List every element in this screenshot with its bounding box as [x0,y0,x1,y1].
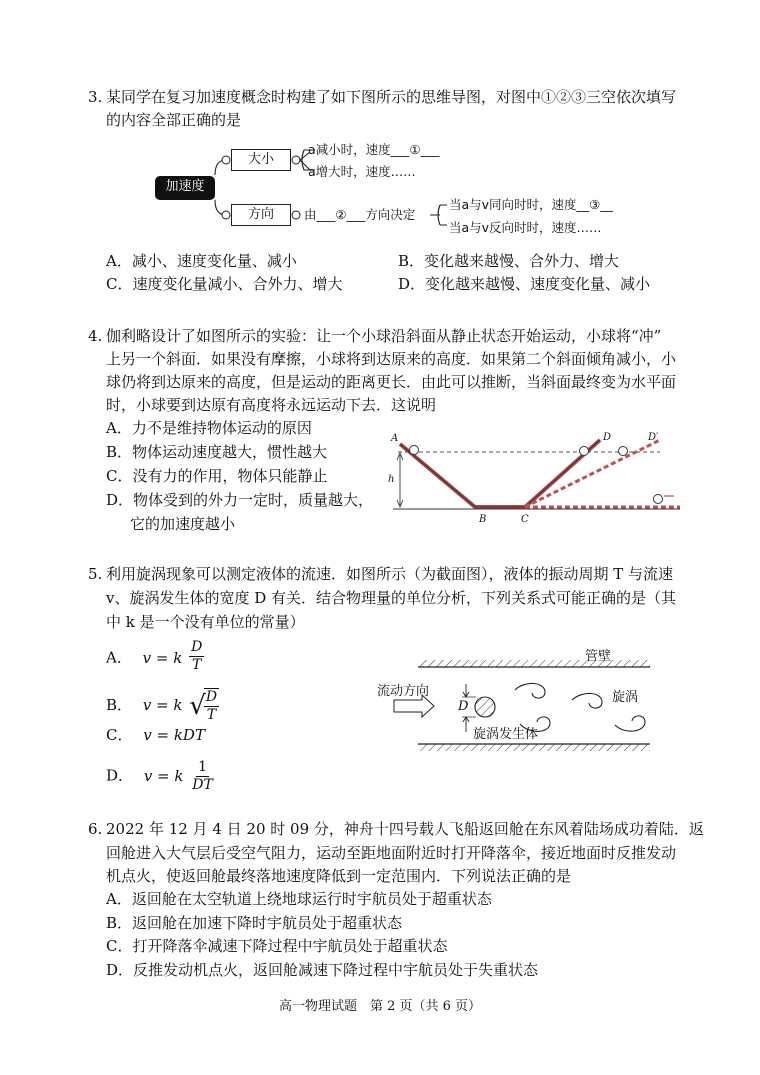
label-C: C [521,514,529,525]
mindmap-direction-branch1: 当a与v同向时时，速度__③__ [449,197,613,212]
q5-stem-line3: 中 k 是一个没有单位的常量） [106,613,305,631]
q4-stem-line2: 上另一个斜面．如果没有摩擦，小球将到达原来的高度．如果第二个斜面倾角减小，小 [106,350,677,368]
q4-option-b: B．物体运动速度越大，惯性越大 [106,443,328,461]
q5-option-b-numerator: D [205,689,218,705]
q5-stem-line2: v、旋涡发生体的宽度 D 有关．结合物理量的单位分析，下列关系式可能正确的是（其 [106,589,677,607]
q3-number: 3. [88,88,103,106]
q6-option-b: B．返回舱在加速下降时宇航员处于超重状态 [106,914,403,932]
mindmap-size-node: 大小 [231,149,291,171]
q3-option-c: C．速度变化量减小、合外力、增大 [106,275,343,293]
q6-option-d: D．反推发动机点火，返回舱减速下降过程中宇航员处于失重状态 [106,961,539,979]
q5-option-a-denominator: T [192,657,202,673]
q5-option-a-label: A． [106,648,132,667]
q5-option-c-label: C． [106,726,133,744]
label-vortex-generator: 旋涡发生体 [473,727,539,742]
q6-stem-line1: 2022 年 12 月 4 日 20 时 09 分，神舟十四号载人飞船返回舱在东风着陆场成功着陆．返 [106,820,704,838]
q5-option-d-denominator: DT [192,777,213,793]
q5-stem-line1: 利用旋涡现象可以测定液体的流速．如图所示（为截面图），液体的振动周期 T 与流速 [106,565,674,583]
q6-option-a: A．返回舱在太空轨道上绕地球运行时宇航员处于超重状态 [106,890,492,908]
label-pipe-wall: 管壁 [585,649,612,664]
q6-stem-line3: 机点火，使返回舱最终落地速度降低到一定范围内．下列说法正确的是 [106,867,572,885]
mindmap-direction-text: 由___②___方向决定 [304,207,416,222]
q3-option-b: B．变化越来越慢、合外力、增大 [398,252,620,270]
q3-stem-line2: 的内容全部正确的是 [106,111,242,129]
q5-option-d-lhs: v = k [143,766,184,785]
q5-option-a-numerator: D [191,639,203,655]
q5-option-a-lhs: v = k [142,648,183,667]
mindmap-direction-node: 方向 [231,204,291,226]
label-A: A [391,433,399,444]
q4-stem-line4: 时，小球要到达原有高度将永远运动下去．这说明 [106,396,437,414]
label-h: h [388,474,395,485]
mindmap-size-branch1: a减小时，速度___①___ [308,142,440,157]
q4-option-d-line2: 它的加速度越小 [130,515,236,533]
q6-stem-line2: 回舱进入大气层后受空气阻力，运动至距地面附近时打开降落伞，接近地面时反推发动 [106,844,677,862]
q5-option-c-expr: v = kDT [143,726,205,744]
mindmap-size-branch2: a增大时，速度…… [308,164,416,179]
q4-option-d-line1: D．物体受到的外力一定时，质量越大， [106,491,374,509]
mindmap-direction-branch2: 当a与v反向时时，速度…… [449,220,602,235]
label-B: B [479,514,487,525]
sqrt-sign: √ [189,691,206,721]
q5-option-d-numerator: 1 [198,759,207,775]
q6-number: 6. [88,820,103,838]
q6-option-c: C．打开降落伞减速下降过程中宇航员处于超重状态 [106,937,448,955]
label-D: D [458,699,469,714]
q5-option-b-denominator: T [206,707,217,723]
label-D: D [603,432,612,443]
q4-stem-line3: 球仍将到达原来的高度，但是运动的距离更长．由此可以推断，当斜面最终变为水平面 [106,373,677,391]
q4-stem-line1: 伽利略设计了如图所示的实验：让一个小球沿斜面从静止状态开始运动，小球将“冲” [106,327,662,345]
q3-stem-line1: 某同学在复习加速度概念时构建了如下图所示的思维导图，对图中①②③三空依次填写 [106,88,677,106]
q5-number: 5. [88,565,103,583]
q4-option-a: A．力不是维持物体运动的原因 [106,419,312,437]
q3-option-a: A．减小、速度变化量、减小 [106,252,297,270]
q3-option-d: D．变化越来越慢、速度变化量、减小 [398,275,651,293]
page-footer: 高一物理试题 第 2 页（共 6 页） [278,999,482,1014]
q4-number: 4. [88,327,103,345]
label-D-prime: D′ [648,432,659,443]
q5-option-d-label: D． [106,766,134,785]
q5-option-b-lhs: v = k [142,696,183,714]
q4-option-c: C．没有力的作用，物体只能静止 [106,467,328,485]
q5-option-b-label: B． [106,696,133,714]
mindmap-root: 加速度 [155,176,215,200]
label-flow-direction: 流动方向 [377,684,430,699]
label-vortex: 旋涡 [612,690,639,705]
